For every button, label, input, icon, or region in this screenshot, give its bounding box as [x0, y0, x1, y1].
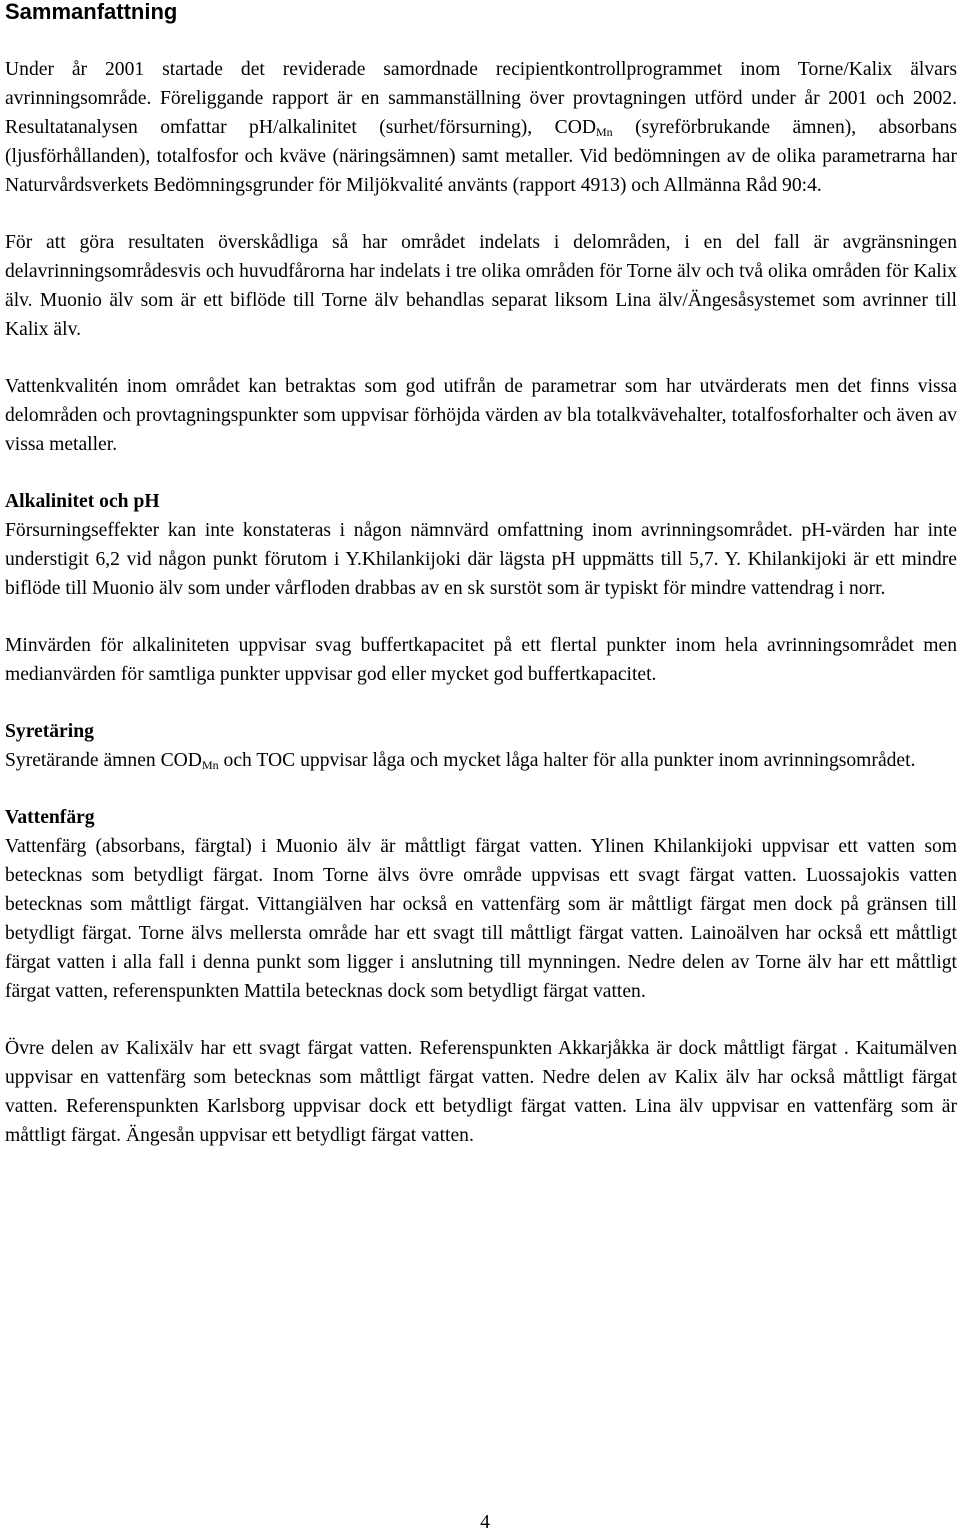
colour-heading: Vattenfärg: [5, 807, 95, 828]
alkalinity-paragraph-1: Försurningseffekter kan inte konstateras i någon nämnvärd omfattning inom avrinningsområdet. pH-värden har inte understigit 6,2 vid någon punkt förutom i Y.Khilankijoki där lägsta pH uppmätts till 5,7. Y. Khilankijoki är ett mindre biflöde till Muonio älv som under vårfloden drabbas av en sk surstöt som är typiskt för mindre vattendrag i norr.: [5, 520, 957, 599]
intro-paragraph-2: För att göra resultaten överskådliga så har området indelats i delområden, i en del fall är avgränsningen delavrinningsområdesvis och huvudfårorna har indelats i tre olika områden för Torne älv och två olika områden för Kalix älv. Muonio älv som är ett biflöde till Torne älv behandlas separat liksom Lina älv/Ängesåsystemet som avrinner till Kalix älv.: [5, 232, 957, 340]
cod-subscript: Mn: [596, 125, 613, 139]
oxygen-heading: Syretäring: [5, 721, 94, 742]
alkalinity-heading: Alkalinitet och pH: [5, 491, 160, 512]
cod-subscript-2: Mn: [201, 758, 219, 772]
section-title: Sammanfattning: [5, 0, 178, 24]
intro-text-a: Under år 2001 startade det reviderade samordnade recipientkontrollprogrammet inom Torne/Kalix älvars avrinningsområde. Föreliggande rapport är en sammanställning över provtagningen utförd under år 2001 och 2002. Resultatanalysen omfattar pH/alkalinitet (surhet/försurning), COD: [5, 59, 957, 138]
oxygen-paragraph: [5, 746, 957, 775]
colour-paragraph-1: Vattenfärg (absorbans, färgtal) i Muonio älv är måttligt färgat vatten. Ylinen Khilankijoki uppvisar ett vatten som betecknas som betydligt färgat. Inom Torne älvs övre område uppvisas ett svagt färgat vatten. Luossajokis vatten betecknas som måttligt färgat. Vittangiälven har också en vattenfärg som är måttligt färgat men dock på gränsen till betydligt färgat. Torne älvs mellersta område har ett svagt till måttligt färgat vatten. Lainoälven har också ett måttligt färgat vatten i alla fall i denna punkt som ligger i anslutning till mynningen. Nedre delen av Torne älv har ett måttligt färgat vatten, referenspunkten Mattila betecknas dock som betydligt färgat vatten.: [5, 836, 957, 1002]
intro-paragraph-3: Vattenkvalitén inom området kan betraktas som god utifrån de parametrar som har utvärderats men det finns vissa delområden och provtagningspunkter som uppvisar förhöjda värden av bla totalkvävehalter, totalfosforhalter och även av vissa metaller.: [5, 376, 957, 455]
document-body: [5, 55, 957, 1178]
intro-paragraph-1: [5, 55, 957, 200]
intro-text-b: (syreförbrukande ämnen), absorbans (ljusförhållanden), totalfosfor och kväve (näringsämnen) samt metaller. Vid bedömningen av de olika parametrarna har Naturvårdsverkets Bedömningsgrunder för Miljökvalité använts (rapport 4913) och Allmänna Råd 90:4.: [5, 117, 957, 196]
page-number: 4: [480, 1512, 490, 1533]
oxygen-text-a: Syretärande ämnen COD: [5, 750, 202, 771]
alkalinity-paragraph-2: Minvärden för alkaliniteten uppvisar svag buffertkapacitet på ett flertal punkter inom hela avrinningsområdet men medianvärden för samtliga punkter uppvisar god eller mycket god buffertkapacitet.: [5, 635, 957, 685]
colour-paragraph-2: Övre delen av Kalixälv har ett svagt färgat vatten. Referenspunkten Akkarjåkka är dock måttligt färgat . Kaitumälven uppvisar en vattenfärg som betecknas som måttligt färgat vatten. Nedre delen av Kalix älv har också måttligt färgat vatten. Referenspunkten Karlsborg uppvisar dock ett betydligt färgat vatten. Lina älv uppvisar en vattenfärg som är måttligt färgat. Ängesån uppvisar ett betydligt färgat vatten.: [5, 1038, 957, 1146]
oxygen-text-b: och TOC uppvisar låga och mycket låga halter för alla punkter inom avrinningsområdet.: [218, 750, 916, 771]
